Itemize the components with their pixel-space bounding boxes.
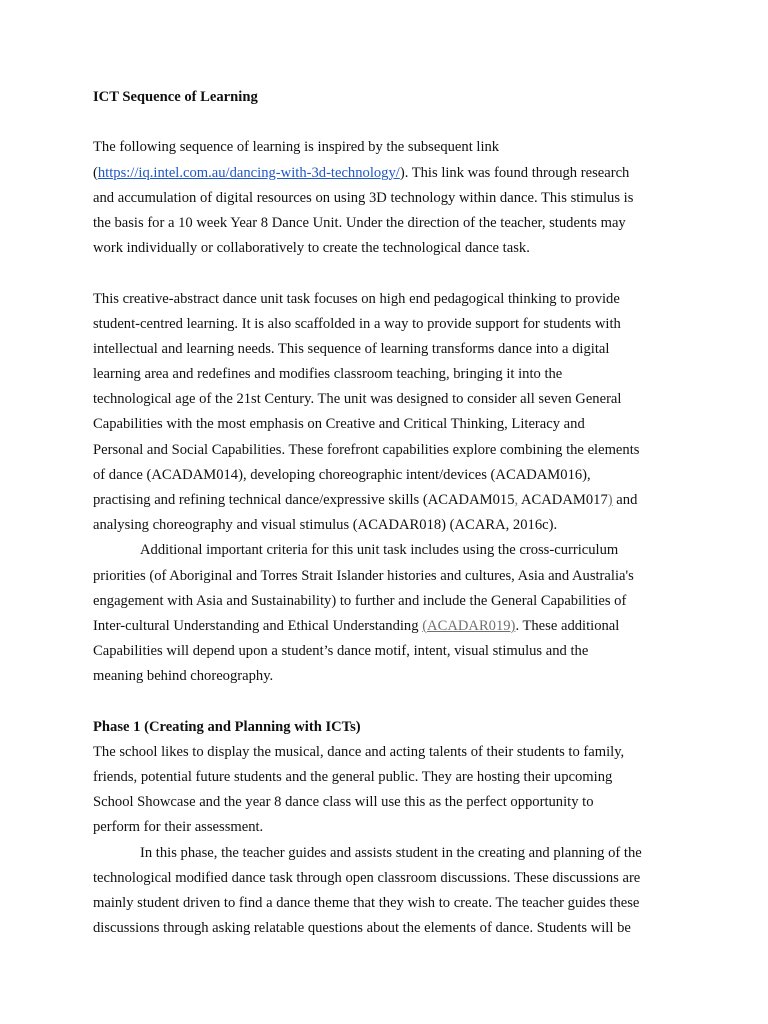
text-line: Personal and Social Capabilities. These forefront capabilities explore combining the elements (93, 441, 640, 458)
text-span: ACADAM017 (518, 492, 608, 508)
text-line: technological age of the 21st Century. The unit was designed to consider all seven General (93, 391, 622, 408)
text-line (93, 614, 693, 639)
paragraph-criteria (93, 538, 693, 689)
text-line: the basis for a 10 week Year 8 Dance Unit. Under the direction of the teacher, students may (93, 214, 626, 231)
text-line: priorities (of Aboriginal and Torres Strait Islander histories and cultures, Asia and Australia's (93, 567, 634, 584)
text-line: intellectual and learning needs. This sequence of learning transforms dance into a digital (93, 340, 610, 357)
text-line: engagement with Asia and Sustainability) to further and include the General Capabilities of (93, 592, 627, 609)
text-line: The school likes to display the musical, dance and acting talents of their students to family, (93, 743, 625, 760)
text-line: learning area and redefines and modifies classroom teaching, bringing it into the (93, 366, 563, 383)
paren-open: ( (93, 164, 98, 181)
text-line: work individually or collaboratively to create the technological dance task. (93, 240, 530, 257)
text-line: and accumulation of digital resources on using 3D technology within dance. This stimulus is (93, 189, 634, 206)
text-line: perform for their assessment. (93, 819, 264, 836)
blank-line (93, 690, 693, 715)
paragraph-intro (93, 135, 693, 261)
text-line: student-centred learning. It is also scaffolded in a way to provide support for students with (93, 315, 621, 332)
text-span: Inter-cultural Understanding and Ethical Understanding (93, 617, 423, 634)
text-span: practising and refining technical dance/expressive skills (ACADAM015 (93, 492, 515, 508)
ref-paren: ) (607, 492, 613, 508)
paragraph-unit-task (93, 287, 693, 539)
document-page (93, 85, 693, 941)
ref-comma: , (514, 492, 519, 508)
text-line: Additional important criteria for this unit task includes using the cross-curriculum (140, 542, 619, 559)
text-line: School Showcase and the year 8 dance class will use this as the perfect opportunity to (93, 794, 594, 811)
text-line: Capabilities with the most emphasis on Creative and Critical Thinking, Literacy and (93, 416, 585, 433)
text-line: Capabilities will depend upon a student’s dance motif, intent, visual stimulus and the (93, 643, 589, 660)
blank-line (93, 261, 693, 286)
text-line: of dance (ACADAM014), developing choreographic intent/devices (ACADAM016), (93, 466, 591, 483)
paragraph-phase1 (93, 740, 693, 942)
text-line: The following sequence of learning is inspired by the subsequent link (93, 139, 500, 156)
text-line: friends, potential future students and the general public. They are hosting their upcoming (93, 769, 613, 786)
document-title: ICT Sequence of Learning (93, 89, 258, 105)
intel-link[interactable]: https://iq.intel.com.au/dancing-with-3d-technology/ (97, 164, 400, 181)
text-line: discussions through asking relatable questions about the elements of dance. Students will be (93, 920, 631, 937)
acadar019-link[interactable]: (ACADAR019) (422, 617, 516, 634)
text-span: . These additional (515, 617, 620, 634)
text-line: mainly student driven to find a dance theme that they wish to create. The teacher guides these (93, 895, 640, 911)
text-line: meaning behind choreography. (93, 668, 274, 685)
text-span: and (612, 492, 638, 508)
text-span: ). This link was found through research (399, 164, 630, 181)
blank-line (93, 110, 693, 135)
phase1-heading: Phase 1 (Creating and Planning with ICTs) (93, 718, 361, 735)
text-line: analysing choreography and visual stimulus (ACADAR018) (ACARA, 2016c). (93, 517, 558, 534)
text-line (93, 488, 693, 513)
text-line: This creative-abstract dance unit task focuses on high end pedagogical thinking to provide (93, 290, 620, 307)
text-line (93, 161, 693, 186)
text-line: technological modified dance task through open classroom discussions. These discussions are (93, 869, 641, 886)
text-line: In this phase, the teacher guides and assists student in the creating and planning of the (140, 844, 642, 861)
